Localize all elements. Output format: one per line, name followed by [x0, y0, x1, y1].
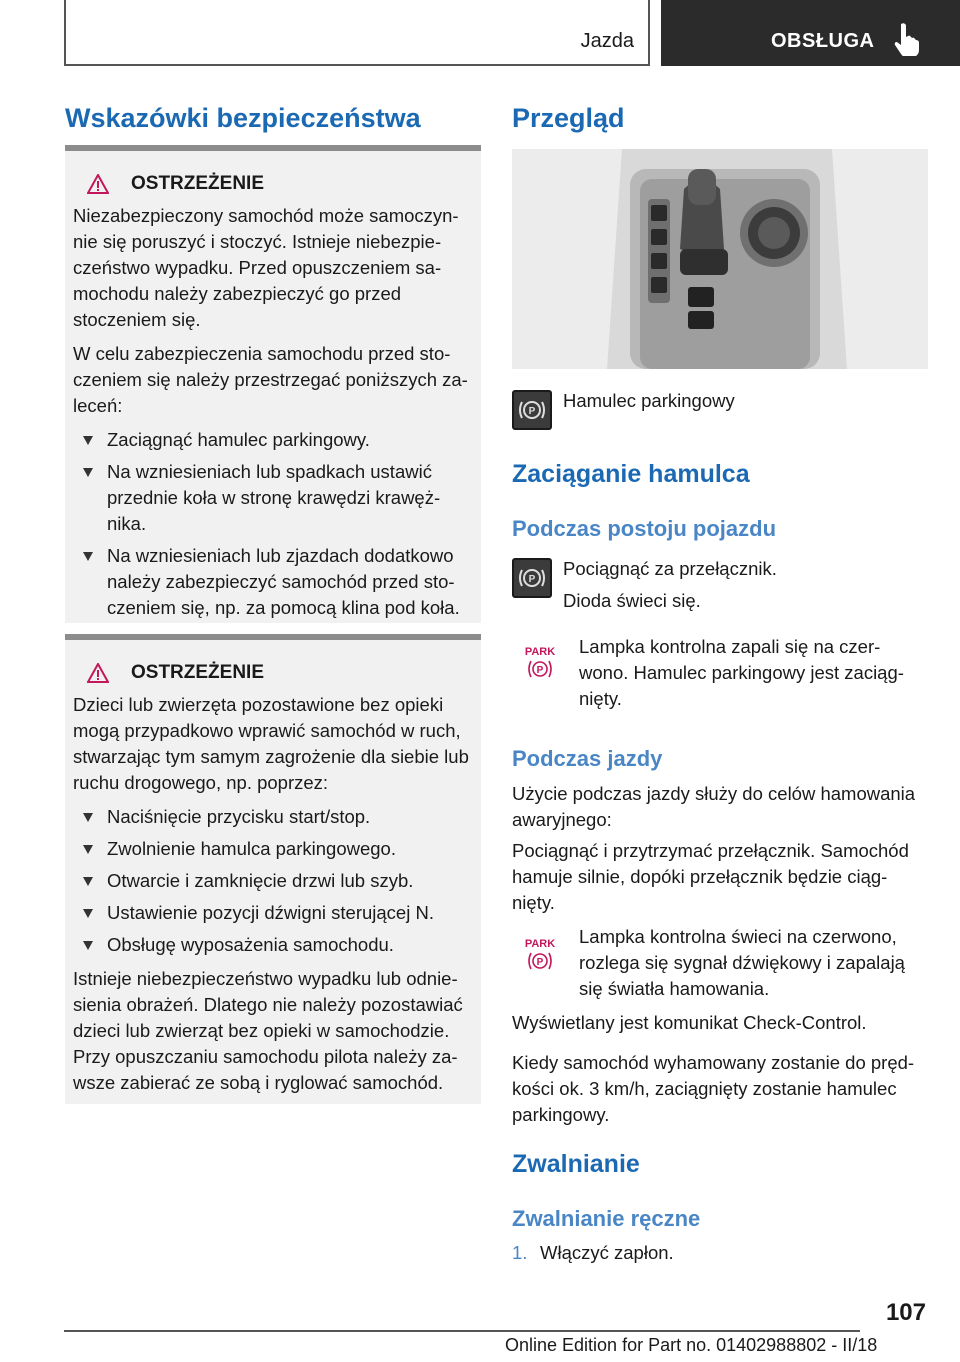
list-item: Na wzniesieniach lub zjazdach dodatkowo należy zabezpieczyć samochód przed sto-czeniem się, np. za pomocą klina pod koła.	[73, 543, 473, 621]
svg-text:P: P	[528, 406, 536, 417]
header-section-tab	[64, 0, 650, 66]
instruction-text: Dioda świeci się.	[563, 590, 701, 611]
warning-text: W celu zabezpieczenia samochodu przed sto-czeniem się należy przestrzegać poniższych za-leceń:	[73, 343, 468, 416]
list-item: Naciśnięcie przycisku start/stop.	[73, 804, 473, 830]
hand-pointer-icon	[893, 22, 921, 56]
park-indicator-icon: PARK P	[524, 938, 556, 968]
bullet-triangle-icon	[83, 552, 93, 561]
section-label: Jazda	[580, 30, 634, 52]
warning-heading: OSTRZEŻENIE	[87, 171, 473, 197]
body-text: Kiedy samochód wyhamowany zostanie do pręd-kości ok. 3 km/h, zaciągnięty zostanie hamulec parkingowy.	[512, 1052, 915, 1125]
footer-divider	[64, 1330, 860, 1332]
bullet-triangle-icon	[83, 813, 93, 822]
parking-brake-button-icon	[512, 390, 552, 430]
warning-triangle-icon	[87, 174, 109, 194]
list-item: Ustawienie pozycji dźwigni sterującej N.	[73, 900, 473, 926]
bullet-triangle-icon	[83, 941, 93, 950]
heading-manual-release: Zwalnianie ręczne	[512, 1206, 701, 1231]
body-text: Pociągnąć i przytrzymać przełącznik. Samochód hamuje silnie, dopóki przełącznik będzie ciąg-nięty.	[512, 840, 909, 913]
warning-list	[73, 804, 473, 958]
page-title-overview: Przegląd	[512, 103, 625, 133]
footer-edition: Online Edition for Part no. 01402988802 - II/18	[505, 1335, 878, 1355]
body-text: Użycie podczas jazdy służy do celów hamowania awaryjnego:	[512, 783, 916, 830]
lamp-text: Lampka kontrolna świeci na czerwono, rozlega się sygnał dźwiękowy i zapalają się światła hamowania.	[579, 926, 905, 999]
warning-box-2	[65, 634, 481, 1104]
center-console-photo	[512, 149, 928, 369]
list-item: Na wzniesieniach lub spadkach ustawić przednie koła w stronę krawędzi krawęż-nika.	[73, 459, 473, 537]
warning-text: Niezabezpieczony samochód może samoczyn-nie się poruszyć i stoczyć. Istnieje niebezpie-czeństwo wypadku. Przed opuszczeniem sa-mochodu należy zabezpieczyć go przed stoczeniem się.	[73, 205, 459, 330]
warning-text: Dzieci lub zwierzęta pozostawione bez opieki mogą przypadkowo wprawić samochód w ruch, stwarzając tym samym zagrożenie dla siebie lub ruchu drogowego, np. poprzez:	[73, 694, 469, 793]
bullet-triangle-icon	[83, 436, 93, 445]
instruction-text: Pociągnąć za przełącznik.	[563, 558, 777, 579]
list-item: Obsługę wyposażenia samochodu.	[73, 932, 473, 958]
heading-apply-brake: Zaciąganie hamulca	[512, 460, 750, 488]
bullet-triangle-icon	[83, 845, 93, 854]
warning-list	[73, 427, 473, 621]
warning-text: Istnieje niebezpieczeństwo wypadku lub odnie-sienia obrażeń. Dlatego nie należy pozostawiać dzieci lub zwierząt bez opieki w samochodzie. Przy opuszczaniu samochodu pilota należy za-wsze zabierać ze sobą i ryglować samochód.	[73, 968, 463, 1093]
header-chapter-tab	[661, 0, 960, 66]
warning-box-1	[65, 145, 481, 623]
page-title-safety: Wskazówki bezpieczeństwa	[65, 103, 421, 133]
heading-release: Zwalnianie	[512, 1150, 640, 1178]
svg-text:P: P	[528, 574, 536, 585]
heading-stationary: Podczas postoju pojazdu	[512, 516, 777, 541]
park-indicator-icon: PARK P	[524, 646, 556, 676]
warning-heading: OSTRZEŻENIE	[87, 660, 473, 686]
chapter-label: OBSŁUGA	[771, 30, 875, 52]
parking-brake-button-icon	[512, 558, 552, 598]
heading-driving: Podczas jazdy	[512, 746, 663, 771]
photo-caption: Hamulec parkingowy	[563, 390, 735, 411]
list-item: Zaciągnąć hamulec parkingowy.	[73, 427, 473, 453]
bullet-triangle-icon	[83, 909, 93, 918]
step-number: 1.	[512, 1242, 528, 1263]
warning-triangle-icon	[87, 663, 109, 683]
svg-text:P: P	[536, 957, 544, 968]
bullet-triangle-icon	[83, 468, 93, 477]
bullet-triangle-icon	[83, 877, 93, 886]
page-number: 107	[885, 1299, 926, 1326]
list-item: Otwarcie i zamknięcie drzwi lub szyb.	[73, 868, 473, 894]
svg-text:P: P	[536, 665, 544, 676]
lamp-text: Lampka kontrolna zapali się na czer-wono. Hamulec parkingowy jest zaciąg-nięty.	[579, 636, 904, 709]
list-item: Zwolnienie hamulca parkingowego.	[73, 836, 473, 862]
center-console-illustration	[512, 149, 928, 369]
step-text: Włączyć zapłon.	[540, 1242, 674, 1263]
body-text: Wyświetlany jest komunikat Check-Control.	[512, 1012, 867, 1033]
